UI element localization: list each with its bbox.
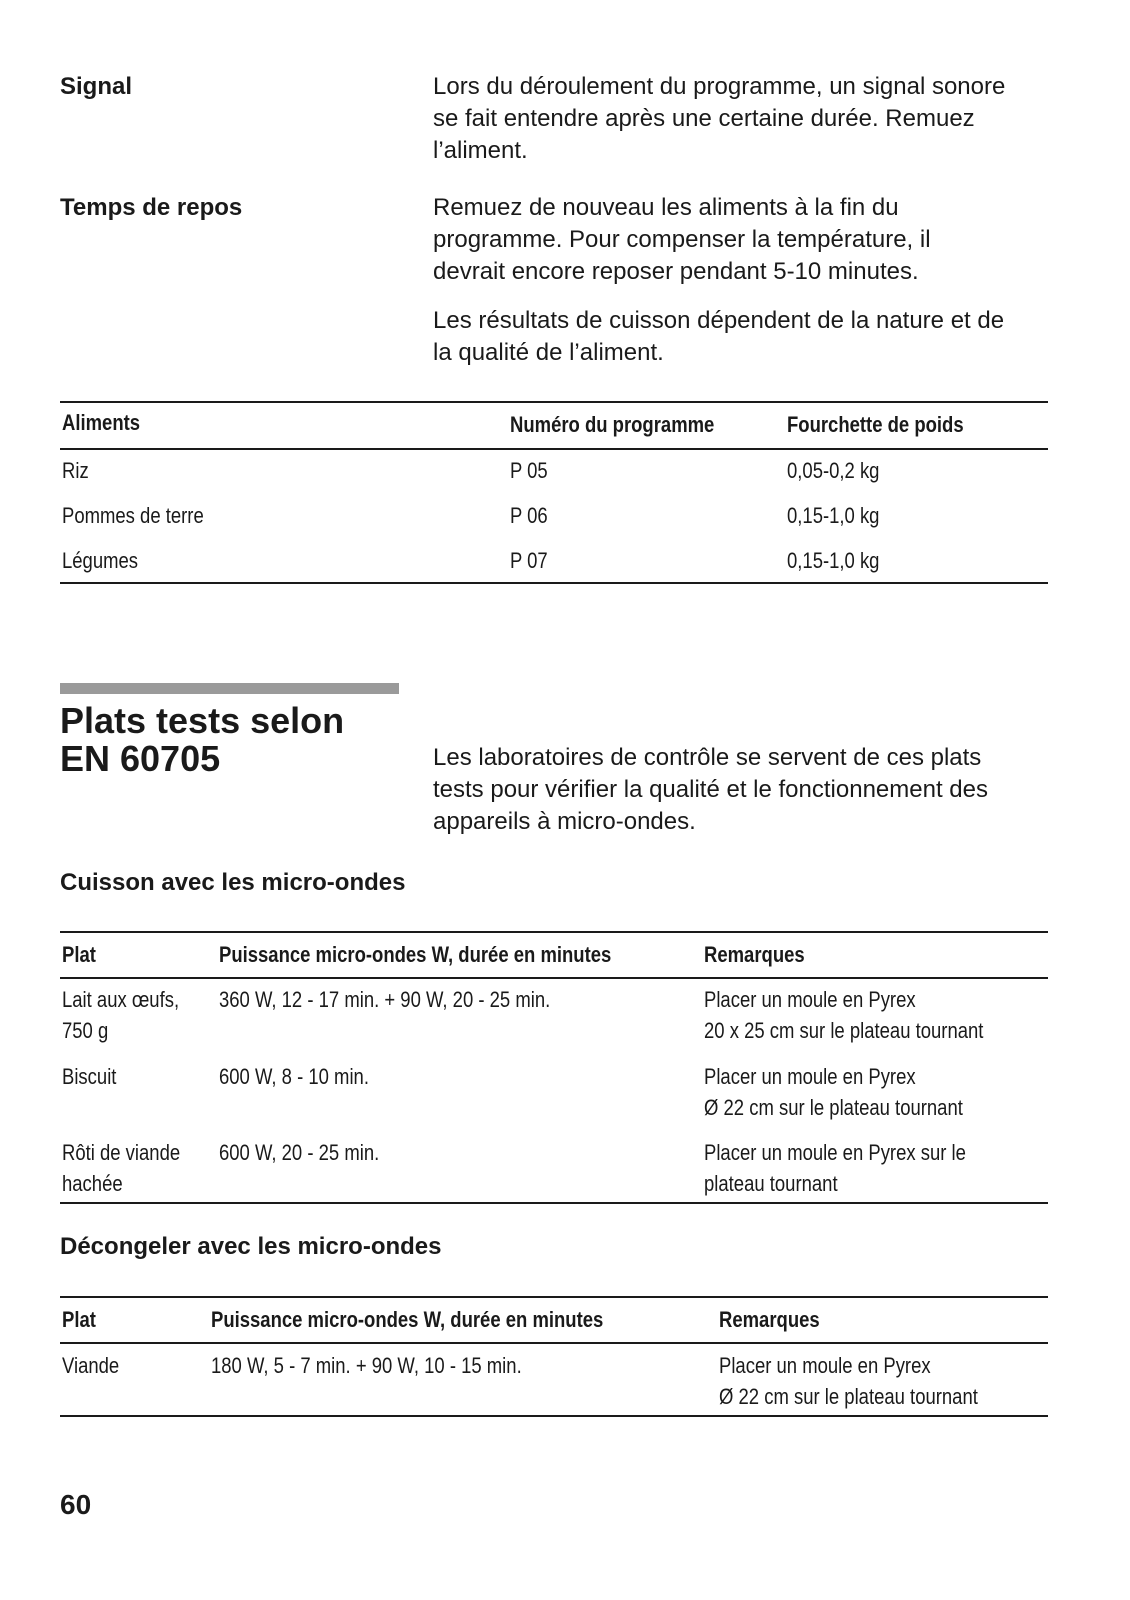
cuisson-plat-cell: Lait aux œufs, 750 g <box>62 987 180 1043</box>
table1-header-rule <box>60 448 1048 450</box>
table1-header-programme: Numéro du programme <box>510 412 715 437</box>
repos-description: Remuez de nouveau les aliments à la fin du programme. Pour compenser la température, il devrait encore reposer pendant 5-10 minutes. <box>433 194 931 285</box>
cuisson-plat-cell: Rôti de viande hachée <box>62 1140 181 1196</box>
table1-bottom-rule <box>60 582 1048 584</box>
decongeler-header-puissance: Puissance micro-ondes W, durée en minutes <box>211 1307 604 1332</box>
table1-cell: 0,15-1,0 kg <box>787 548 880 573</box>
decongeler-header-plat: Plat <box>62 1307 96 1332</box>
cuisson-remarques-cell: Placer un moule en Pyrex 20 x 25 cm sur le plateau tournant <box>704 987 984 1043</box>
table1-top-rule <box>60 401 1048 403</box>
table1-cell: 0,05-0,2 kg <box>787 458 880 483</box>
cuisson-plat-cell: Biscuit <box>62 1064 117 1089</box>
decongeler-header-remarques: Remarques <box>719 1307 820 1332</box>
decongeler-remarques-cell: Placer un moule en Pyrex Ø 22 cm sur le plateau tournant <box>719 1353 978 1409</box>
table1-cell: P 06 <box>510 503 548 528</box>
cuisson-header-rule <box>60 977 1048 979</box>
decongeler-top-rule <box>60 1296 1048 1298</box>
cuisson-puissance-cell: 600 W, 8 - 10 min. <box>219 1064 369 1089</box>
decongeler-header-rule <box>60 1342 1048 1344</box>
section-heading-bar <box>60 683 399 694</box>
cuisson-header-remarques: Remarques <box>704 942 805 967</box>
cuisson-remarques-cell: Placer un moule en Pyrex sur le plateau tournant <box>704 1140 966 1196</box>
section-intro: Les laboratoires de contrôle se servent de ces plats tests pour vérifier la qualité et le fonctionnement des appareils à micro-ondes. <box>433 744 988 835</box>
table1-cell: 0,15-1,0 kg <box>787 503 880 528</box>
table1-header-poids: Fourchette de poids <box>787 412 964 437</box>
cuisson-header-plat: Plat <box>62 942 96 967</box>
signal-label: Signal <box>60 73 133 100</box>
table1-cell: Pommes de terre <box>62 503 204 528</box>
cuisson-puissance-cell: 360 W, 12 - 17 min. + 90 W, 20 - 25 min. <box>219 987 551 1012</box>
decongeler-plat-cell: Viande <box>62 1353 120 1378</box>
cuisson-header-puissance: Puissance micro-ondes W, durée en minutes <box>219 942 612 967</box>
cuisson-heading: Cuisson avec les micro-ondes <box>60 869 406 896</box>
table1-cell: Légumes <box>62 548 139 573</box>
table1-cell: P 05 <box>510 458 548 483</box>
table1-cell: P 07 <box>510 548 548 573</box>
cuisson-puissance-cell: 600 W, 20 - 25 min. <box>219 1140 380 1165</box>
resultats-note: Les résultats de cuisson dépendent de la nature et de la qualité de l’aliment. <box>433 307 1005 366</box>
cuisson-top-rule <box>60 931 1048 933</box>
repos-label: Temps de repos <box>60 194 243 221</box>
decongeler-puissance-cell: 180 W, 5 - 7 min. + 90 W, 10 - 15 min. <box>211 1353 522 1378</box>
signal-description: Lors du déroulement du programme, un signal sonore se fait entendre après une certaine durée. Remuez l’aliment. <box>433 73 1006 164</box>
page-number: 60 <box>60 1489 92 1520</box>
section-title: Plats tests selon EN 60705 <box>60 700 345 779</box>
cuisson-remarques-cell: Placer un moule en Pyrex Ø 22 cm sur le plateau tournant <box>704 1064 963 1120</box>
decongeler-heading: Décongeler avec les micro-ondes <box>60 1233 442 1260</box>
table1-header-aliments: Aliments <box>62 410 141 435</box>
table1-cell: Riz <box>62 458 89 483</box>
cuisson-bottom-rule <box>60 1202 1048 1204</box>
decongeler-bottom-rule <box>60 1415 1048 1417</box>
